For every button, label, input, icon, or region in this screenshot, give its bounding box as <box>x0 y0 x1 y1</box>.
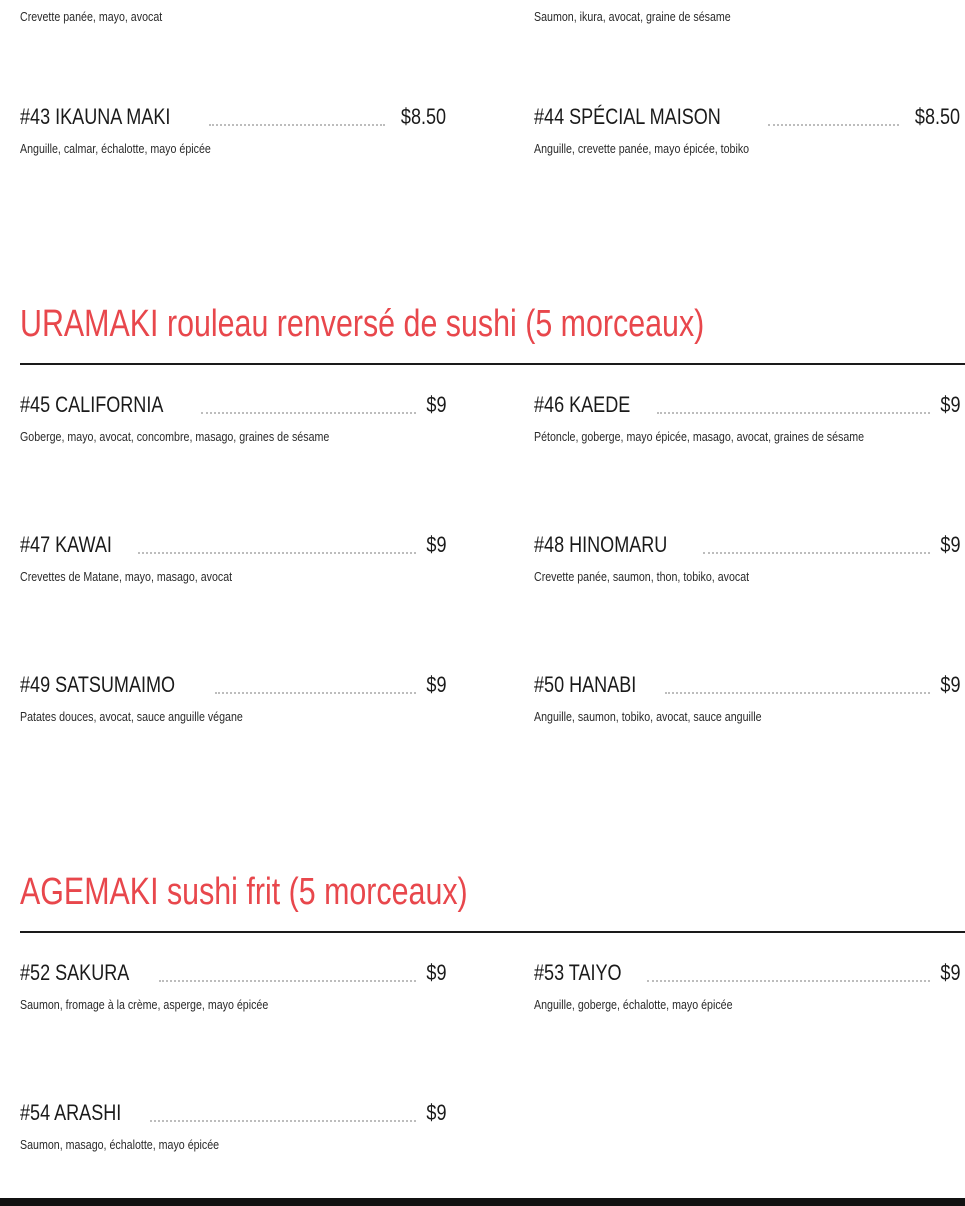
item-description: Pétoncle, goberge, mayo épicée, masago, avocat, graines de sésame <box>534 429 865 444</box>
item-description: Anguille, goberge, échalotte, mayo épicée <box>534 997 733 1012</box>
menu-item <box>534 528 960 584</box>
item-name: #47 KAWAI <box>20 532 112 557</box>
item-description: Goberge, mayo, avocat, concombre, masago, graines de sésame <box>20 429 330 444</box>
dotted-leader <box>657 411 929 414</box>
item-name: #53 TAIYO <box>534 960 622 985</box>
item-price: $9 <box>425 1100 446 1125</box>
item-name: #48 HINOMARU <box>534 532 668 557</box>
menu-item <box>534 100 960 156</box>
menu-item <box>20 528 446 584</box>
item-name: #50 HANABI <box>534 672 637 697</box>
dotted-leader <box>647 979 930 982</box>
item-price: $8.50 <box>914 104 960 129</box>
item-name: #49 SATSUMAIMO <box>20 672 176 697</box>
item-description: Saumon, fromage à la crème, asperge, mayo épicée <box>20 997 269 1012</box>
item-description: Crevette panée, saumon, thon, tobiko, avocat <box>534 569 750 584</box>
item-price: $9 <box>425 672 446 697</box>
dotted-leader <box>215 691 415 694</box>
footer-bar <box>0 1198 965 1206</box>
item-description: Crevette panée, mayo, avocat <box>20 9 163 24</box>
item-description: Anguille, saumon, tobiko, avocat, sauce anguille <box>534 709 762 724</box>
item-description: Saumon, masago, échalotte, mayo épicée <box>20 1137 220 1152</box>
section-title-uramaki: URAMAKI rouleau renversé de sushi (5 morceaux) <box>20 303 705 345</box>
dotted-leader <box>159 979 415 982</box>
item-price: $9 <box>939 392 960 417</box>
dotted-leader <box>703 551 930 554</box>
dotted-leader <box>209 123 385 126</box>
section-title-agemaki: AGEMAKI sushi frit (5 morceaux) <box>20 871 468 913</box>
item-name: #43 IKAUNA MAKI <box>20 104 171 129</box>
item-price: $9 <box>425 532 446 557</box>
item-price: $9 <box>939 960 960 985</box>
item-description: Crevettes de Matane, mayo, masago, avocat <box>20 569 233 584</box>
dotted-leader <box>201 411 416 414</box>
item-name: #46 KAEDE <box>534 392 631 417</box>
dotted-leader <box>150 1119 416 1122</box>
menu-item <box>534 388 960 444</box>
item-price: $9 <box>425 392 446 417</box>
item-description: Saumon, ikura, avocat, graine de sésame <box>534 9 731 24</box>
menu-item <box>534 668 960 724</box>
menu-item <box>20 1096 446 1152</box>
item-description: Anguille, calmar, échalotte, mayo épicée <box>20 141 211 156</box>
section-divider <box>20 363 965 365</box>
item-price: $9 <box>939 532 960 557</box>
menu-item <box>20 668 446 724</box>
item-name: #45 CALIFORNIA <box>20 392 164 417</box>
menu-item <box>20 100 446 156</box>
dotted-leader <box>665 691 930 694</box>
item-name: #54 ARASHI <box>20 1100 122 1125</box>
item-name: #52 SAKURA <box>20 960 130 985</box>
item-price: $9 <box>939 672 960 697</box>
menu-item <box>20 956 446 1012</box>
dotted-leader <box>768 123 899 126</box>
item-price: $8.50 <box>400 104 446 129</box>
item-description: Anguille, crevette panée, mayo épicée, tobiko <box>534 141 750 156</box>
menu-item <box>534 956 960 1012</box>
menu-item <box>20 388 446 444</box>
section-divider <box>20 931 965 933</box>
dotted-leader <box>138 551 415 554</box>
item-description: Patates douces, avocat, sauce anguille végane <box>20 709 243 724</box>
item-name: #44 SPÉCIAL MAISON <box>534 104 721 129</box>
item-price: $9 <box>425 960 446 985</box>
